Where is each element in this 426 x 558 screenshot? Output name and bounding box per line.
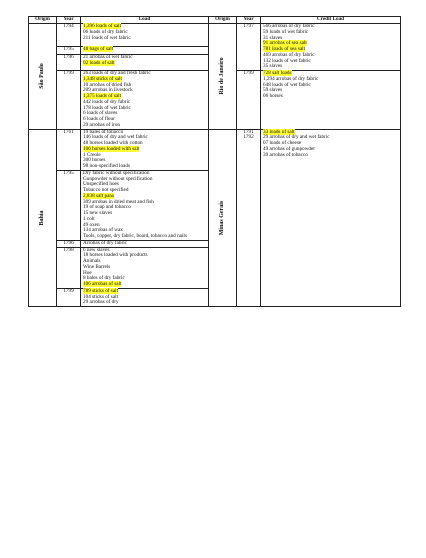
highlighted-load: 106 horses loaded with salt (83, 145, 140, 152)
highlighted-load: 781 loads of sea salt (263, 46, 306, 52)
load-text: 21 arrobas of wet fabric (83, 54, 133, 61)
load-text: 98 non-specified loads (83, 163, 130, 169)
load-text: 39 arrobas of iron (83, 121, 121, 128)
load-text: 06 loads of dry fabric (83, 28, 128, 35)
load-text: Hoe (83, 269, 92, 276)
load-text: 132 loads of wet fabric (263, 57, 311, 64)
credit-load-cell (261, 71, 401, 130)
load-text: 6 loads of slaves (83, 110, 118, 117)
origin-cell (209, 24, 237, 130)
year-label: 1791 (243, 128, 254, 135)
load-text: 29 arrobas of dry and wet fabric (263, 134, 330, 141)
year-cell: 1796 (57, 240, 81, 247)
year-cell: 1761 (57, 129, 81, 170)
origin-label: São Paulo (38, 63, 45, 90)
highlighted-load: 48 bags of salt (83, 45, 114, 52)
load-text: 211 loads of wet fabric (83, 34, 131, 41)
load-text: Dry fabric without specification (83, 169, 150, 176)
load-item (83, 47, 206, 53)
load-text: Animals (83, 258, 101, 264)
header-year-2: Year (237, 17, 261, 24)
load-text: 29 arrobas of dry (83, 299, 119, 306)
load-text: 648 loads of wet fabric (263, 81, 311, 88)
load-item (83, 300, 206, 306)
highlighted-load: 106 arrobas of salt (83, 281, 122, 287)
origin-label: Rio de Janeiro (218, 57, 225, 95)
load-cell (81, 24, 209, 47)
load-text: 104 sticks of salt (83, 293, 119, 300)
load-text: 209 arrobas in livestock (83, 87, 133, 94)
load-text: 1 colt (83, 215, 95, 222)
load-cell (81, 247, 209, 288)
header-year: Year (57, 17, 81, 24)
highlighted-load: 33 loads of salt (263, 128, 295, 135)
trade-loads-table (28, 16, 401, 307)
load-text: 59 loads of wet fabric (263, 28, 309, 35)
load-text: 469 arrobas of dry fabric (263, 51, 315, 58)
load-text: 15 new slaves (83, 210, 113, 216)
year-cell: 1794 (57, 24, 81, 47)
load-text: Unspecified hoes (83, 181, 119, 188)
load-text: 8 bales of dry fabric (83, 275, 125, 282)
load-text: 06 horses (263, 93, 283, 99)
highlighted-load: 1,396 loads of salt (83, 23, 122, 29)
load-text: Wine Barrels (83, 263, 111, 270)
load-item (83, 36, 206, 42)
load-text: 35 slaves (263, 63, 283, 70)
load-text: 309 arrobas in dried meat and fish (83, 198, 154, 205)
year-cell: 1795 (57, 46, 81, 54)
origin-cell (29, 24, 57, 130)
year-label: 1792 (243, 134, 254, 141)
header-origin: Origin (29, 17, 57, 24)
origin-label: Minas Gerais (218, 200, 225, 235)
year-cell: 1799 (57, 71, 81, 130)
load-text: Gunpowder without specification (83, 175, 153, 182)
year-cell: 1795 (57, 170, 81, 240)
load-text: Arrobas of dry fabric (83, 239, 127, 246)
load-cell (81, 55, 209, 71)
credit-load-cell (261, 129, 401, 307)
load-cell (81, 129, 209, 170)
load-text: 1 Creole (83, 151, 101, 158)
load-text: 19 bales of tobacco (83, 128, 124, 135)
load-text: 19 of soap and tobacco (83, 204, 131, 211)
highlighted-load: 728 salt loads (263, 70, 292, 76)
load-text: 6 loads of flour (83, 116, 115, 122)
load-text: 10 arrobas of dried fish (83, 81, 132, 88)
year-cell: 1799 (57, 288, 81, 306)
load-item (263, 94, 398, 100)
load-text: 263 loads of dry and fresh fabric (83, 70, 151, 76)
highlighted-load: 91 arrobas of sea salt (263, 40, 307, 47)
load-text: 134 arrobas of wax (83, 227, 123, 234)
highlighted-load: 02 loads of salt (83, 60, 115, 67)
header-credit-load: Credit Load (261, 17, 401, 24)
origin-cell (29, 129, 57, 307)
year-cell: 1798 (57, 247, 81, 288)
highlighted-load: 1,375 loads of salt (83, 93, 122, 99)
table-row (29, 129, 401, 170)
load-text: 31 slaves (263, 34, 283, 41)
year-cell: 1799 (237, 71, 261, 130)
load-text: 59 slaves (263, 87, 283, 94)
header-load: Load (81, 17, 209, 24)
load-text: 6 new slaves (83, 246, 110, 253)
origin-cell (209, 129, 237, 307)
highlighted-load: 2,838 salt pans (83, 192, 114, 199)
load-text: 442 loads of dry fabric (83, 98, 131, 105)
load-cell (81, 288, 209, 306)
highlighted-load: 789 sticks of salt (83, 287, 119, 294)
load-text: 48 horses loaded with cotton (83, 140, 143, 146)
header-origin-2: Origin (209, 17, 237, 24)
load-text: 1,294 arrobas of dry fabric (263, 75, 319, 82)
credit-load-cell (261, 24, 401, 71)
year-cell: 1797 (237, 24, 261, 71)
load-text: 18 horses loaded with products (83, 252, 148, 259)
load-text: 300 horses (83, 157, 106, 164)
load-text: Tobacco not specified (83, 187, 129, 193)
year-cell: 1796 (57, 55, 81, 71)
load-cell (81, 170, 209, 240)
load-text: 39 arrobas of tobacco (263, 151, 308, 158)
load-text: 146 loads of dry and wet fabric (83, 134, 148, 141)
table-row (29, 24, 401, 47)
year-cell (237, 129, 261, 307)
load-text: 07 loads of cheese (263, 140, 302, 146)
load-text: 49 oxen (83, 221, 100, 228)
load-item (263, 153, 398, 159)
load-text: Tools, copper, dry fabric, board, tobacco and nails (83, 233, 187, 239)
origin-label: Bahia (38, 210, 45, 226)
load-text: 178 loads of wet fabric (83, 104, 131, 111)
load-text: 566 arrobas of dry fabric (263, 23, 315, 29)
load-item (83, 282, 206, 288)
load-item (83, 61, 206, 67)
load-cell (81, 71, 209, 130)
load-text: 49 arrobas of gunpowder (263, 145, 316, 152)
highlighted-load: 1,348 sticks of salt (83, 75, 122, 82)
